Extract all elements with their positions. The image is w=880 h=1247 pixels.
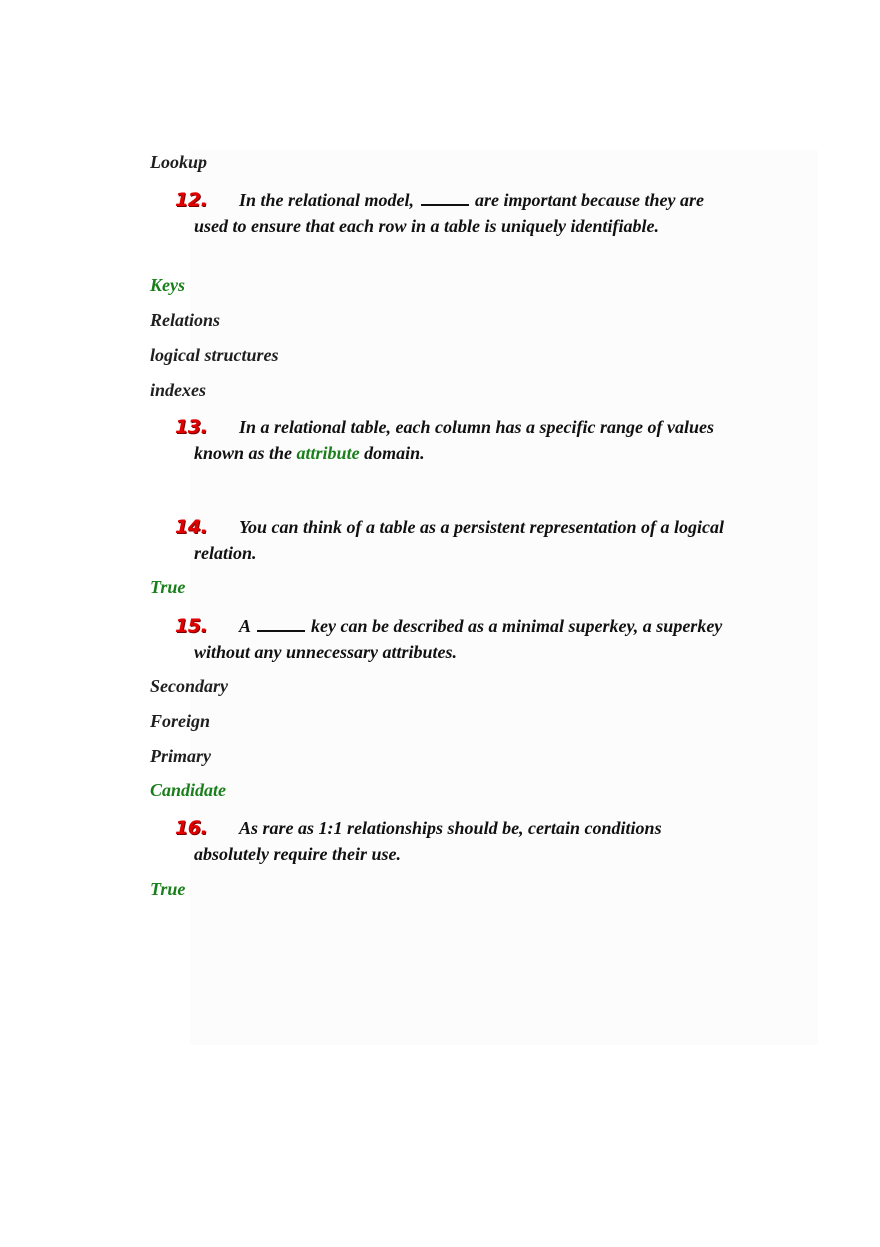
answer-lookup: Lookup bbox=[150, 152, 208, 172]
answer-true-q14: True bbox=[150, 577, 186, 597]
blank-line bbox=[421, 190, 469, 206]
option-primary: Primary bbox=[150, 746, 211, 766]
page-background bbox=[190, 150, 818, 1045]
option-logical-structures: logical structures bbox=[150, 345, 279, 365]
question-number: 12. bbox=[175, 189, 208, 211]
option-candidate: Candidate bbox=[150, 780, 227, 800]
option-secondary: Secondary bbox=[150, 676, 228, 696]
question-number: 13. bbox=[175, 416, 208, 438]
question-14 bbox=[175, 514, 735, 566]
question-13 bbox=[175, 414, 735, 466]
option-keys: Keys bbox=[150, 275, 185, 295]
question-text: In a relational table, each column has a specific range of values known as the attribute domain. bbox=[194, 417, 714, 463]
question-text: As rare as 1:1 relationships should be, certain conditions absolutely require their use. bbox=[194, 818, 662, 864]
blank-line bbox=[257, 616, 305, 632]
question-text: In the relational model, are important because they are used to ensure that each row in a table is uniquely identifiable. bbox=[194, 190, 705, 236]
option-indexes: indexes bbox=[150, 380, 206, 400]
question-12 bbox=[175, 187, 735, 239]
option-relations: Relations bbox=[150, 310, 221, 330]
question-text: A key can be described as a minimal superkey, a superkey without any unnecessary attributes. bbox=[194, 616, 723, 662]
answer-true-q16: True bbox=[150, 879, 186, 899]
question-number: 14. bbox=[175, 516, 208, 538]
question-15 bbox=[175, 613, 735, 665]
question-16 bbox=[175, 815, 735, 867]
inline-answer: attribute bbox=[296, 443, 360, 463]
question-number: 16. bbox=[175, 817, 208, 839]
option-foreign: Foreign bbox=[150, 711, 211, 731]
question-number: 15. bbox=[175, 615, 208, 637]
question-text: You can think of a table as a persistent representation of a logical relation. bbox=[194, 517, 725, 563]
